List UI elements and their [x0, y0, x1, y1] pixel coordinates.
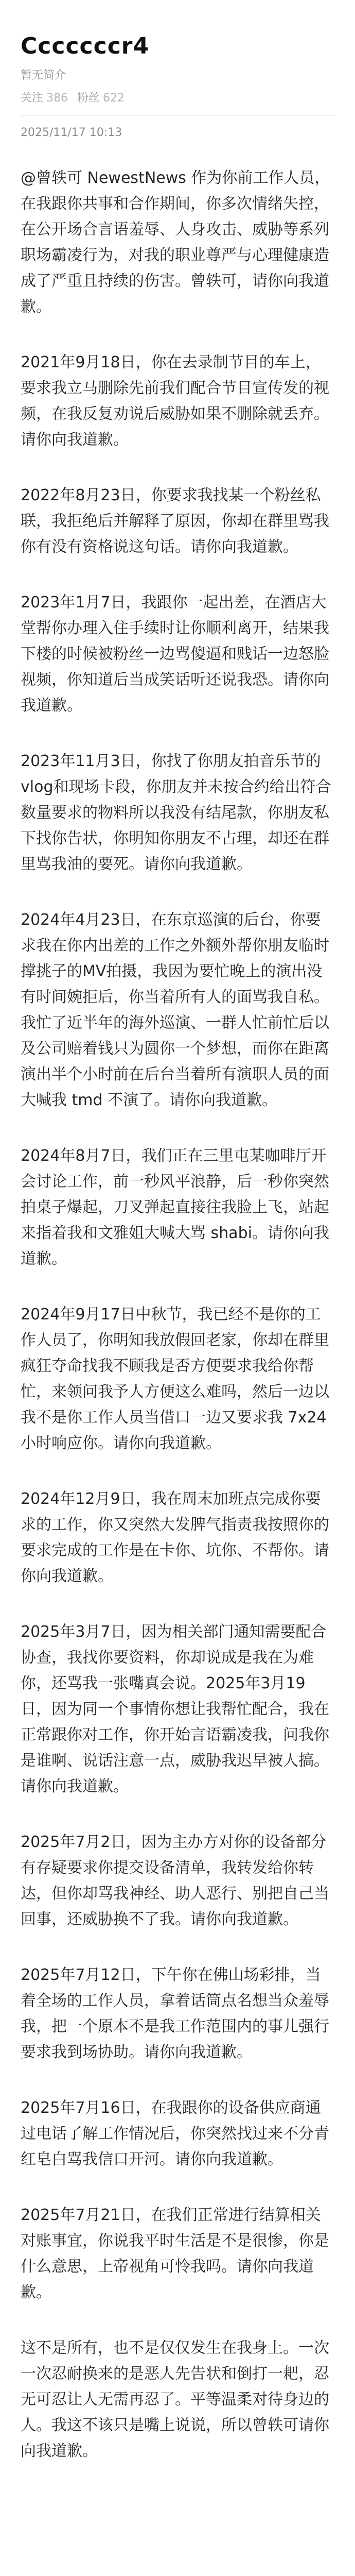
post-paragraph-9: 2024年12月9日，我在周末加班点完成你要求的工作，你又突然大发脾气指责我按照你的要求完成的工作是在卡你、坑你、不帮你。请你向我道歉。 — [21, 1490, 329, 1585]
following-label: 关注 — [21, 92, 44, 105]
post-paragraph-3: 2022年8月23日，你要求我找某一个粉丝私联，我拒绝后并解释了原因，你却在群里骂我你有没有资格说这句话。请你向我道歉。 — [21, 486, 329, 556]
followers-stat[interactable] — [77, 91, 125, 106]
header-divider — [21, 115, 334, 116]
username[interactable]: Cccccccr4 — [21, 33, 150, 59]
post-date: 2025/11/17 10:13 — [21, 126, 122, 139]
following-count: 386 — [46, 92, 68, 105]
profile-stats — [21, 91, 334, 106]
post-paragraph-1: @曾轶可 NewestNews 作为你前工作人员，在我跟你共事和合作期间，你多次情绪失控，在公开场合言语羞辱、人身攻击、威胁等系列职场霸凌行为，对我的职业尊严与心理健康造成了严重且持续的伤害。曾轶可，请你向我道歉。 — [21, 169, 330, 316]
following-stat[interactable] — [21, 91, 68, 106]
post-paragraph-6: 2024年4月23日，在东京巡演的后台，你要求我在你内出差的工作之外额外帮你朋友临时撑挑子的MV拍摄，我因为要忙晚上的演出没有时间婉拒后，你当着所有人的面骂我自私。我忙了近半年的海外巡演、一群人忙前忙后以及公司赔着钱只为圆你一个梦想，而你在距离演出半个小时前在后台当着所有演职人员的面大喊我 tmd 不演了。请你向我道歉。 — [21, 911, 329, 1109]
followers-count: 622 — [103, 92, 125, 105]
post-content — [21, 165, 334, 2464]
profile-bio: 暂无简介 — [21, 69, 66, 82]
post-paragraph-15: 这不是所有，也不是仅仅发生在我身上。一次一次忍耐换来的是恶人先告状和倒打一耙，忍无可忍让人无需再忍了。平等温柔对待身边的人。我这不该只是嘴上说说，所以曾轶可请你向我道歉。 — [21, 2339, 329, 2460]
post-paragraph-8: 2024年9月17日中秋节，我已经不是你的工作人员了，你明知我放假回老家，你却在群里疯狂夺命找我不顾我是否方便要求我给你帮忙，来领问我予人方便这么难吗，然后一边以我不是你工作人员当借口一边又要求我 7x24小时响应你。请你向我道歉。 — [21, 1306, 329, 1452]
post-paragraph-14: 2025年7月21日，在我们正常进行结算相关对账事宜，你说我平时生活是不是很惨，你是什么意思，上帝视角可怜我吗。请你向我道歉。 — [21, 2206, 329, 2301]
post-paragraph-5: 2023年11月3日，你找了你朋友拍音乐节的 vlog和现场卡段，你朋友并未按合约给出符合数量要求的物料所以我没有结尾款，你朋友私下找你告状，你明知你朋友不占理，却还在群里骂我油的要死。请你向我道歉。 — [21, 752, 331, 873]
post-paragraph-10: 2025年3月7日，因为相关部门通知需要配合协查，我找你要资料，你却说成是我在为难你，还骂我一张嘴真会说。2025年3月19日，因为同一个事情你想让我帮忙配合，我在正常跟你对工作，你开始言语霸凌我，问我你是谁啊、说话注意一点，威胁我迟早被人搞。请你向我道歉。 — [21, 1623, 329, 1795]
post-paragraph-2: 2021年9月18日，你在去录制节目的车上，要求我立马删除先前我们配合节目宣传发的视频，在我反复劝说后威胁如果不删除就丢弃。请你向我道歉。 — [21, 353, 329, 449]
followers-label: 粉丝 — [77, 92, 100, 105]
post-paragraph-13: 2025年7月16日，在我跟你的设备供应商通过电话了解工作情况后，你突然找过来不分青红皂白骂我信口开河。请你向我道歉。 — [21, 2099, 329, 2168]
post-paragraph-12: 2025年7月12日，下午你在佛山场彩排，当着全场的工作人员，拿着话筒点名想当众羞辱我，把一个原本不是我工作范围内的事儿强行要求我到场协助。请你向我道歉。 — [21, 1966, 329, 2061]
post-paragraph-7: 2024年8月7日，我们正在三里屯某咖啡厅开会讨论工作，前一秒风平浪静，后一秒你突然拍桌子爆起，刀叉弹起直接往我脸上飞，站起来指着我和文雅姐大喊大骂 shabi。请你向我道歉。 — [21, 1147, 329, 1268]
post-paragraph-11: 2025年7月2日，因为主办方对你的设备部分有存疑要求你提交设备清单，我转发给你转达，但你却骂我神经、助人恶行、别把自己当回事，还威胁换不了我。请你向我道歉。 — [21, 1833, 329, 1928]
profile-header — [21, 0, 334, 152]
post-paragraph-4: 2023年1月7日，我跟你一起出差，在酒店大堂帮你办理入住手续时让你顺利离开，结果我下楼的时候被粉丝一边骂傻逼和贱话一边怒脸视频，你知道后当成笑话听还说我恐。请你向我道歉。 — [21, 594, 329, 715]
